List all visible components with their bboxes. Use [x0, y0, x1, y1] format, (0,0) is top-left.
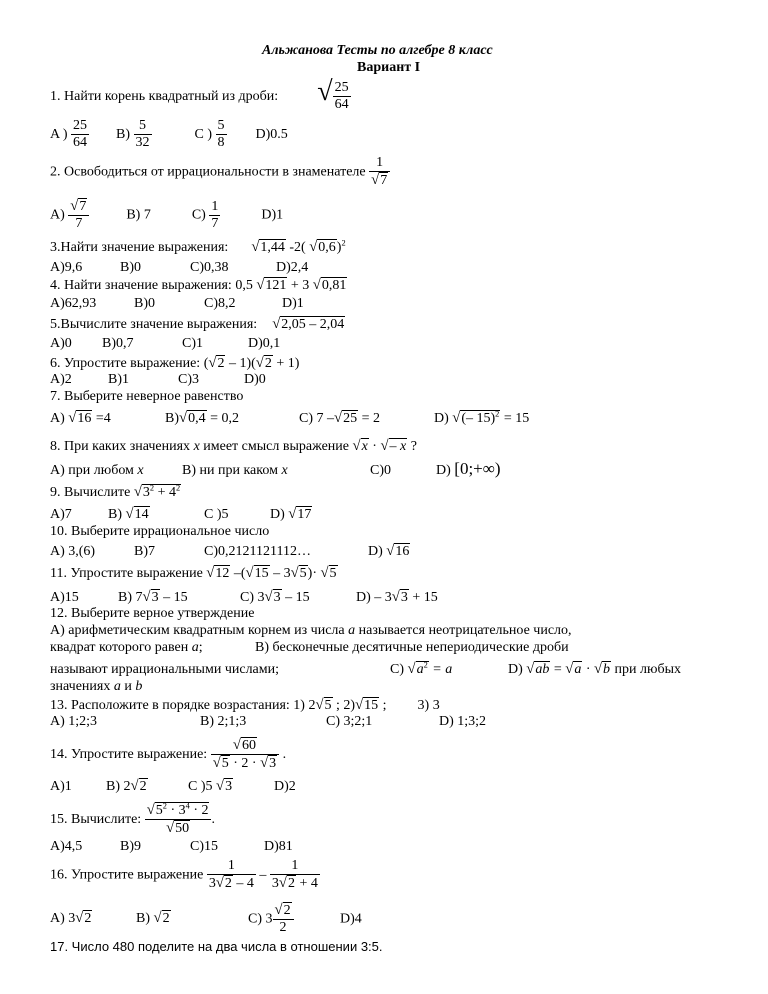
option-letter: D) – 3	[356, 590, 392, 605]
option-b[interactable]: B)9	[120, 839, 141, 854]
exponent: 2	[341, 238, 346, 248]
option-letter: D)	[436, 463, 451, 478]
option-b[interactable]: B) бесконечные десятичные непериодические дроби	[255, 640, 569, 655]
question-12-text: 12. Выберите верное утверждение	[50, 606, 255, 621]
sqrt-arg: a	[416, 662, 424, 677]
option-d[interactable]: D)2	[274, 779, 296, 794]
frac-num: 25	[71, 118, 89, 135]
question-11: 11. Упростите выражение √12 –(√15 – 3√5)· √5	[50, 565, 337, 581]
exponent: 2	[495, 409, 500, 419]
expr-part: – 15	[285, 590, 310, 605]
question-8-text-2: имеет смысл выражение	[203, 439, 349, 454]
option-letter: B) 2	[106, 779, 131, 794]
option-a[interactable]: A)	[50, 207, 65, 223]
option-b[interactable]: B) √2	[136, 910, 170, 927]
option-letter: D)	[270, 507, 285, 522]
question-10-text: 10. Выберите иррациональное число	[50, 524, 270, 539]
question-2-expression: $\frac{1}{√7}$	[369, 155, 390, 189]
question-8: 8. При каких значениях x имеет смысл выражение √x · √– x ?	[50, 438, 417, 454]
frac-num: 1	[270, 858, 320, 875]
question-12-line-4[interactable]	[50, 680, 142, 694]
question-4-text: 4. Найти значение выражения:	[50, 278, 232, 293]
option-d-text: и	[124, 679, 132, 694]
option-letter: C)	[299, 411, 313, 426]
option-d[interactable]: D)81	[264, 839, 293, 854]
expr-part: =	[553, 662, 562, 677]
question-2-options: A) $\frac{√7}{7}$ B) 7 C) $\frac{1}{7}$ D)1	[50, 198, 284, 232]
option-letter: C) 3	[240, 590, 265, 605]
variable: x	[281, 463, 288, 478]
option-a[interactable]: A)4,5	[50, 839, 83, 854]
sqrt-arg: 2	[224, 876, 232, 892]
expr-part: 3	[271, 876, 279, 892]
expr-part: = 15	[503, 411, 530, 426]
sqrt-arg: 3	[225, 779, 233, 794]
document-title: Альжанова Тесты по алгебре 8 класс	[262, 43, 493, 58]
exponent: 2	[175, 483, 181, 493]
sqrt-arg: 2,05 – 2,04	[281, 317, 345, 332]
sqrt-arg: 2	[283, 903, 291, 918]
sqrt-arg: 50	[175, 821, 190, 837]
expr-part: 3	[208, 876, 216, 892]
question-8-text: 8. При каких значениях	[50, 439, 191, 454]
option-letter: B) ни при каком	[182, 463, 278, 478]
question-10	[50, 525, 269, 539]
question-6-text: 6. Упростите выражение:	[50, 356, 201, 371]
question-12-line-3	[50, 662, 681, 677]
sqrt-arg: 5	[221, 756, 229, 772]
option-d[interactable]: D)4	[340, 911, 362, 927]
option-d[interactable]: D)0.5	[255, 126, 288, 142]
frac-den: 7	[211, 215, 219, 231]
option-c[interactable]: C) 7 –√25 = 2	[299, 410, 380, 426]
option-a[interactable]: A)2	[50, 372, 72, 387]
expr-part: – 4	[236, 876, 254, 892]
question-14-options	[50, 779, 296, 794]
option-letter: B)	[136, 911, 150, 927]
option-a[interactable]: A) √16 =4	[50, 410, 111, 426]
expr-part: =4	[95, 411, 111, 426]
sqrt-arg: 15	[364, 698, 379, 713]
question-9: 9. Вычислите $√3^2 + 4^2$	[50, 483, 181, 500]
sqrt-arg: 2	[162, 911, 170, 927]
option-d-text: значениях	[50, 679, 111, 694]
question-9-options	[50, 507, 312, 522]
sqrt-arg: 17	[297, 507, 312, 522]
variable: b	[135, 679, 143, 694]
exponent: 4	[185, 801, 190, 811]
question-10-options	[50, 544, 410, 559]
expr-part: + 4	[157, 485, 176, 500]
option-c[interactable]: C) 3 $\frac{√2}{2}$	[248, 902, 340, 936]
question-12-line-2	[50, 641, 569, 655]
expr-part: – 3	[273, 566, 291, 581]
option-d[interactable]: D)0,1	[248, 336, 281, 351]
option-letter: D)	[508, 662, 523, 677]
frac-num: 1	[207, 858, 256, 875]
question-15	[50, 802, 215, 837]
sqrt-arg: 16	[395, 544, 410, 559]
expr-part: 7 –	[316, 411, 334, 426]
sqrt-arg: 3	[273, 590, 281, 605]
frac-den: 64	[334, 97, 349, 113]
sqrt-arg: 14	[134, 507, 149, 522]
exponent: 2	[423, 660, 428, 670]
sqrt-arg: ab	[535, 662, 550, 677]
option-a-text: квадрат которого равен	[50, 640, 189, 655]
exponent: 2	[149, 483, 155, 493]
option-letter: A)	[50, 911, 65, 927]
variable: a	[191, 640, 199, 655]
sqrt-arg: 5	[299, 566, 307, 581]
question-7-text: 7. Выберите неверное равенство	[50, 389, 244, 404]
option-b[interactable]	[182, 464, 370, 478]
option-letter: D)	[434, 411, 449, 426]
option-d[interactable]: D)1	[282, 296, 304, 311]
expr-part: + 3	[290, 278, 310, 293]
option-c[interactable]: C)	[191, 207, 206, 223]
frac-den: 64	[73, 135, 87, 151]
variable: x	[137, 463, 144, 478]
expr-part: + 15	[412, 590, 438, 605]
option-d[interactable]: D)1	[261, 207, 284, 223]
question-16	[50, 858, 320, 892]
question-12-line-1[interactable]	[50, 624, 572, 638]
sqrt-arg: 1,44	[260, 240, 285, 255]
question-16-options	[50, 902, 362, 936]
expr-part: 0,5	[235, 278, 253, 293]
sqrt-arg: 2	[139, 779, 147, 794]
question-14-expression: $\frac{√60}{√5 \cdot 2 \cdot √3}$	[211, 737, 279, 772]
variant-heading: Вариант I	[357, 60, 421, 75]
option-c[interactable]: C )5	[204, 507, 229, 522]
option-c[interactable]: C)0,2121121112…	[204, 544, 311, 559]
option-letter: B) 7	[118, 590, 143, 605]
option-b[interactable]: B)√0,4 = 0,2	[165, 410, 239, 426]
frac-den: 7	[75, 216, 83, 232]
expr-part: ; 2)	[336, 698, 356, 713]
option-letter: C) 3	[248, 911, 273, 927]
option-a[interactable]: A) 3√2	[50, 910, 92, 927]
frac-num: 5	[216, 118, 227, 135]
option-c[interactable]: C )	[194, 126, 212, 142]
expr-part: .	[282, 746, 287, 762]
expr-part: ?	[410, 439, 417, 454]
option-a[interactable]	[50, 464, 182, 478]
question-9-text: 9. Вычислите	[50, 485, 131, 500]
option-a-cont[interactable]	[50, 641, 255, 655]
question-3-options	[50, 261, 308, 275]
option-b[interactable]: B) 7√3 – 15	[118, 589, 188, 605]
sqrt-arg: a	[574, 662, 582, 677]
expr-part: = 2	[361, 411, 380, 426]
question-4: 4. Найти значение выражения: 0,5 √121 + 3 √0,81	[50, 277, 347, 293]
question-16-text: 16. Упростите выражение	[50, 867, 204, 883]
expr-part: (	[203, 356, 209, 371]
question-3: 3.Найти значение выражения: √1,44 -2( √0,6)$^2$	[50, 238, 346, 255]
sqrt-arg: 7	[79, 199, 87, 214]
option-a[interactable]: A)15	[50, 590, 79, 605]
question-2-text: 2. Освободиться от иррациональности в знаменателе	[50, 164, 366, 180]
question-13: 13. Расположите в порядке возрастания: 1) 2√5 ; 2)√15 ; 3) 3	[50, 697, 440, 713]
option-b[interactable]: B)7	[134, 544, 155, 559]
option-a[interactable]: A)7	[50, 507, 72, 522]
sqrt-arg: 3	[151, 590, 159, 605]
option-letter: A)	[50, 411, 65, 426]
option-c[interactable]: C)8,2	[204, 296, 236, 311]
option-d-text: при любых	[614, 662, 682, 677]
option-c[interactable]: C)15	[190, 839, 218, 854]
expr-part: –	[259, 867, 267, 883]
option-a[interactable]: A)62,93	[50, 296, 97, 311]
option-a[interactable]: A)1	[50, 779, 72, 794]
sqrt-arg: (– 15)	[461, 411, 496, 426]
question-14	[50, 737, 286, 772]
option-b[interactable]: B) √14	[108, 506, 149, 522]
variable: a	[348, 623, 356, 638]
expr-part: + 1)	[276, 356, 300, 371]
option-letter: A) при любом	[50, 463, 134, 478]
question-6-options	[50, 373, 266, 387]
option-b[interactable]: B)	[116, 126, 130, 142]
expr-part: + 4	[299, 876, 318, 892]
expr-part: – 1)(	[228, 356, 256, 371]
expr-part: )	[336, 240, 342, 255]
frac-num: 1	[369, 155, 390, 172]
question-2	[50, 155, 390, 189]
option-a[interactable]: A) 3,(6)	[50, 544, 96, 559]
option-d[interactable]: D) – 3√3 + 15	[356, 589, 438, 605]
question-1-options	[50, 118, 288, 151]
variable: x	[193, 439, 200, 454]
expr-part: 3	[68, 911, 76, 927]
option-c[interactable]: C) 3√3 – 15	[240, 589, 310, 605]
option-c[interactable]: C)0	[370, 463, 391, 478]
frac-den: 8	[217, 135, 225, 151]
sqrt-arg: 121	[265, 278, 287, 293]
question-17-text: 17. Число 480 поделите на два числа в отношении 3:5.	[50, 939, 383, 954]
option-d[interactable]: D)0	[244, 372, 266, 387]
expr-part: · 2	[193, 803, 209, 818]
frac-num: 1	[209, 199, 220, 216]
sqrt-arg: 2	[84, 911, 92, 927]
option-c[interactable]: C)0,38	[190, 260, 229, 275]
fraction-2: $\frac{1}{3√2 + 4}$	[271, 858, 318, 892]
option-a-text: ;	[198, 640, 203, 655]
expr-part: -2(	[289, 240, 306, 255]
expr-part: [0;+∞)	[454, 459, 501, 478]
option-b[interactable]: B) 2;1;3	[200, 714, 247, 729]
option-letter: C )5	[188, 779, 213, 794]
sqrt-arg: 3	[269, 756, 277, 772]
expr-part: 5	[155, 803, 163, 818]
expr-part: · 3	[170, 803, 186, 818]
sqrt-arg: 12	[215, 566, 230, 581]
expr-part: = a	[432, 662, 453, 677]
question-5: 5.Вычислите значение выражения: √2,05 – 2,04	[50, 316, 345, 332]
option-a-text: называется неотрицательное число,	[358, 623, 572, 638]
question-12	[50, 607, 254, 621]
expr-part: 3	[142, 485, 150, 500]
expr-part: )·	[307, 566, 317, 581]
question-11-options	[50, 590, 438, 605]
option-a[interactable]: A)9,6	[50, 260, 83, 275]
option-d[interactable]: D) √17	[270, 506, 312, 522]
option-c[interactable]: C)3	[178, 372, 199, 387]
option-letter: C)	[390, 662, 404, 677]
question-13-text: 13. Расположите в порядке возрастания: 1) 2	[50, 698, 316, 713]
question-6: 6. Упростите выражение: (√2 – 1)(√2 + 1)	[50, 355, 300, 371]
question-14-text: 14. Упростите выражение:	[50, 746, 208, 762]
frac-den: 2	[279, 920, 287, 936]
expr-part: = 0,2	[210, 411, 239, 426]
exponent: 2	[162, 801, 167, 811]
sqrt-arg: 60	[241, 738, 256, 753]
question-1-text: 1. Найти корень квадратный из дроби:	[50, 89, 279, 104]
question-11-text: 11. Упростите выражение	[50, 566, 203, 581]
question-13-options	[50, 715, 486, 729]
option-b[interactable]: B)1	[108, 372, 129, 387]
fraction-1: $\frac{1}{3√2 - 4}$	[208, 858, 254, 892]
expr-part: ·	[372, 439, 377, 454]
option-b[interactable]: B)0	[120, 260, 141, 275]
sqrt-arg: 2	[264, 356, 272, 371]
question-5-text: 5.Вычислите значение выражения:	[50, 317, 258, 332]
option-c[interactable]: C )5 √3	[188, 778, 233, 794]
option-a[interactable]: A) 1;2;3	[50, 714, 98, 729]
sqrt-arg: 0,6	[318, 240, 336, 255]
sqrt-arg: 0,4	[188, 411, 206, 426]
expr-part: · 2 ·	[233, 756, 257, 772]
option-a[interactable]: A )	[50, 126, 68, 142]
option-c[interactable]: C)1	[182, 336, 203, 351]
option-d[interactable]	[436, 459, 501, 478]
option-c[interactable]: C) $√a^2 = a$	[390, 660, 453, 677]
sqrt-arg: x	[361, 439, 368, 454]
expr-part: 3) 3	[417, 698, 440, 713]
expr-part: ;	[382, 698, 387, 713]
expr-part: ·	[585, 662, 591, 677]
question-5-options	[50, 337, 280, 351]
variable: a	[113, 679, 121, 694]
question-15-expression: $\frac{√5^2 \cdot 3^4 \cdot 2}{√50}$	[145, 802, 212, 837]
sqrt-arg: 15	[254, 566, 269, 581]
question-17	[50, 940, 383, 955]
expr-part: –(	[233, 566, 246, 581]
option-d[interactable]: D) √(– 15)$^2$ = 15	[434, 409, 530, 426]
frac-num: 25	[333, 80, 351, 97]
question-3-text: 3.Найти значение выражения:	[50, 240, 229, 255]
question-4-options	[50, 297, 304, 311]
sqrt-arg: 2	[217, 356, 225, 371]
option-b[interactable]: B) 2√2	[106, 778, 147, 794]
question-7	[50, 390, 243, 404]
sqrt-arg: 2	[287, 876, 295, 892]
option-a[interactable]: A)0	[50, 336, 72, 351]
option-letter: B)	[165, 411, 179, 426]
expr-part: .	[211, 811, 215, 827]
sqrt-arg: b	[603, 662, 611, 677]
frac-num: 5	[134, 118, 152, 135]
option-d[interactable]: D) 1;3;2	[439, 714, 487, 729]
sqrt-arg: 25	[343, 411, 358, 426]
option-d[interactable]: D)2,4	[276, 260, 309, 275]
option-a-text: A) арифметическим квадратным корнем из числа	[50, 623, 345, 638]
sqrt-arg: 3	[400, 590, 408, 605]
frac-den: 32	[135, 135, 150, 151]
expr-part: – 15	[163, 590, 188, 605]
option-letter: B)	[108, 507, 122, 522]
sqrt-arg: – x	[389, 439, 407, 454]
question-1	[50, 78, 351, 113]
option-letter: D)	[368, 544, 383, 559]
question-1-expression: √ $\frac{25}{64}$	[317, 76, 349, 113]
option-b[interactable]: B) 7	[126, 207, 151, 223]
question-7-options	[50, 411, 529, 426]
question-8-options	[50, 460, 501, 478]
option-d[interactable]: D) √ab = √a · √b при любых	[508, 661, 682, 677]
sqrt-arg: 5	[329, 566, 337, 581]
option-c[interactable]: C) 3;2;1	[326, 714, 373, 729]
question-15-text: 15. Вычислите:	[50, 811, 142, 827]
option-b-cont[interactable]: называют иррациональными числами;	[50, 662, 280, 677]
sqrt-arg: 0,81	[321, 278, 347, 293]
option-d[interactable]: D) √16	[368, 543, 410, 559]
sqrt-arg: 5	[324, 698, 332, 713]
option-b[interactable]: B)0	[134, 296, 155, 311]
sqrt-arg: 7	[380, 173, 388, 189]
sqrt-arg: 16	[77, 411, 92, 426]
option-b[interactable]: B)0,7	[102, 336, 134, 351]
question-15-options	[50, 840, 293, 854]
